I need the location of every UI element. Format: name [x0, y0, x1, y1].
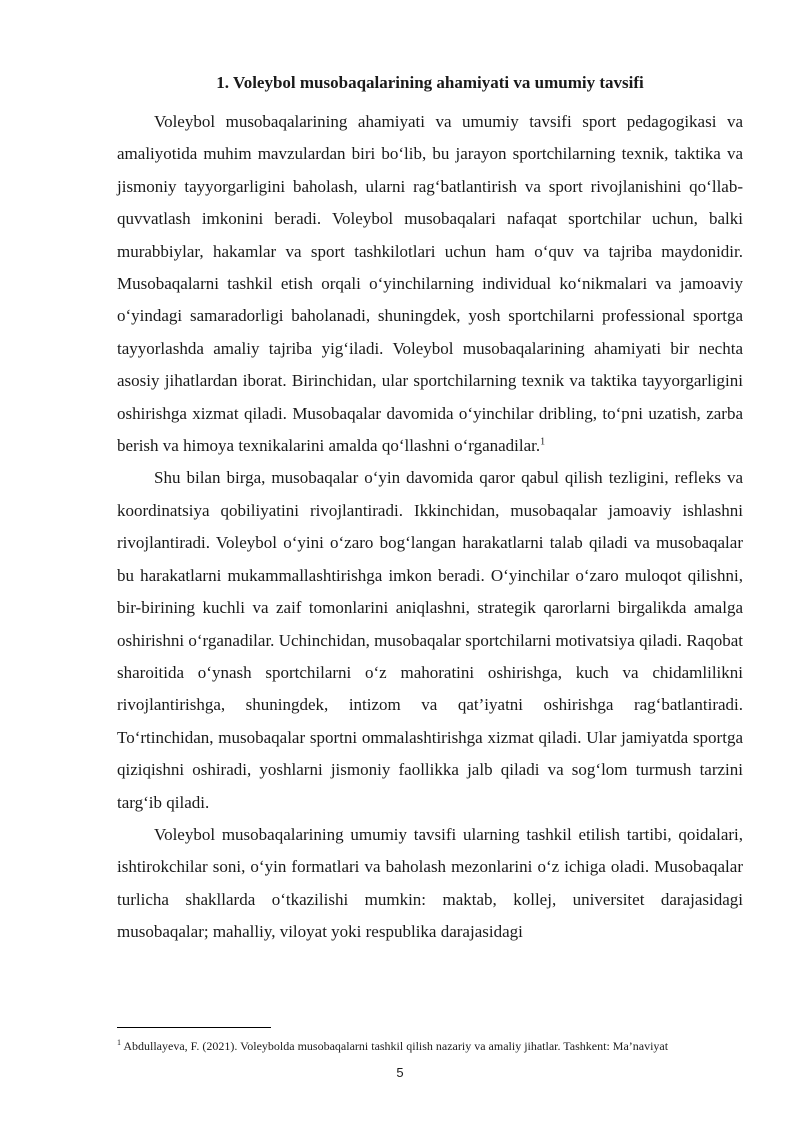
- body-text: [117, 106, 743, 949]
- paragraph-3: Voleybol musobaqalarining umumiy tavsifi ularning tashkil etilish tartibi, qoidalari, ishtirokchilar soni, o‘yin formatlari va baholash mezonlarini o‘z ichiga oladi. Musobaqalar turlicha shakllarda o‘tkazilishi mumkin: maktab, kollej, universitet darajasidagi musobaqalar; mahalliy, viloyat yoki respublika darajasidagi: [117, 824, 743, 942]
- footnote-text: Abdullayeva, F. (2021). Voleybolda musobaqalarni tashkil qilish nazariy va amaliy jihatlar. Tashkent: Ma’naviyat: [123, 1039, 669, 1053]
- footnote: [117, 1038, 757, 1054]
- paragraph-2: Shu bilan birga, musobaqalar o‘yin davomida qaror qabul qilish tezligini, refleks va koordinatsiya qobiliyatini rivojlantiradi. Ikkinchidan, musobaqalar jamoaviy ishlashni rivojlantiradi. Voleybol o‘yini o‘zaro bog‘langan harakatlarni talab qiladi va musobaqalar bu harakatlarni mukammallashtirishga imkon beradi. O‘yinchilar o‘zaro muloqot qilishni, bir-birining kuchli va zaif tomonlarini aniqlashni, strategik qarorlarni birgalikda amalga oshirishni o‘rganadilar. Uchinchidan, musobaqalar sportchilarni motivatsiya qiladi. Raqobat sharoitida o‘ynash sportchilarni o‘z mahoratini oshirishga, kuch va chidamlilikni rivojlantirishga, shuningdek, intizom va qat’iyatni oshirishga rag‘batlantiradi. To‘rtinchidan, musobaqalar sportni ommalashtirishga xizmat qiladi. Ular jamiyatda sportga qiziqishni oshiradi, yoshlarni jismoniy faollikka jalb qiladi va sog‘lom turmush tarzini targ‘ib qiladi.: [117, 468, 743, 812]
- page-number: 5: [396, 1065, 404, 1080]
- footnote-separator: [117, 1027, 271, 1028]
- paragraph-1-text: Voleybol musobaqalarining ahamiyati va umumiy tavsifi sport pedagogikasi va amaliyotida muhim mavzulardan biri bo‘lib, bu jarayon sportchilarning texnik, taktika va jismoniy tayyorgarligini baholash, ularni rag‘batlantirish va sport rivojlanishini qo‘llab-quvvatlash imkonini beradi. Voleybol musobaqalari nafaqat sportchilar uchun, balki murabbiylar, hakamlar va sport tashkilotlari uchun ham o‘quv va tajriba maydonidir. Musobaqalarni tashkil etish orqali o‘yinchilarning individual ko‘nikmalari va jamoaviy o‘yindagi samaradorligi baholanadi, shuningdek, yosh sportchilarni professional sportga tayyorlashda amaliy tajriba yig‘iladi. Voleybol musobaqalarining ahamiyati bir nechta asosiy jihatlardan iborat. Birinchidan, ular sportchilarning texnik va taktika tayyorgarligini oshirishga xizmat qiladi. Musobaqalar davomida o‘yinchilar dribling, to‘pni uzatish, zarba berish va himoya texnikalarini amalda qo‘llashni o‘rganadilar.: [117, 112, 743, 456]
- section-title: 1. Voleybol musobaqalarining ahamiyati va umumiy tavsifi: [216, 73, 644, 92]
- footnote-reference[interactable]: 1: [540, 436, 546, 448]
- paragraph-1: [117, 106, 743, 462]
- footnote-marker: 1: [117, 1038, 121, 1047]
